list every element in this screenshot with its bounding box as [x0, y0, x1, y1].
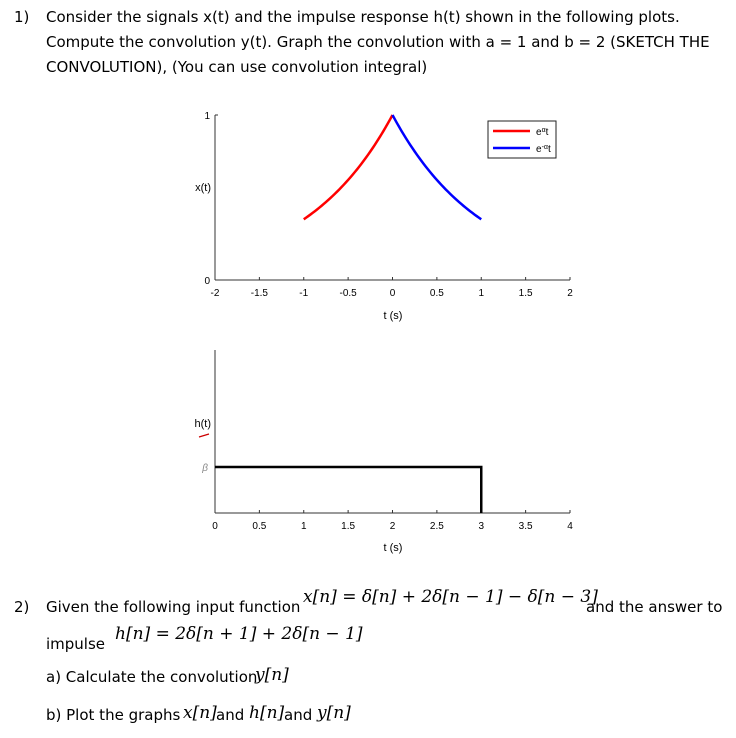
- chart-legend: [488, 121, 556, 158]
- part-a-math: y[n]: [255, 665, 289, 685]
- y-tick-label: 1: [204, 111, 210, 122]
- part-b-text: b) Plot the graphs: [46, 706, 181, 724]
- x-tick-label: 1.5: [518, 288, 533, 299]
- problem2-intro: Given the following input function: [46, 598, 301, 616]
- h-of-t-chart: [0, 340, 736, 565]
- y-axis-label: x(t): [195, 182, 211, 194]
- part-b-x: x[n]: [183, 703, 217, 723]
- x-tick-label: 0: [389, 288, 396, 299]
- x-axis-label: t (s): [383, 310, 403, 322]
- x-n-equation: x[n] = δ[n] + 2δ[n − 1] − δ[n − 3]: [303, 587, 598, 607]
- y-axis-label: h(t): [194, 418, 211, 430]
- x-tick-label: 2: [389, 521, 396, 532]
- x-axis-label: t (s): [383, 542, 403, 554]
- h-label-mark: [199, 434, 209, 437]
- problem2-number: 2): [14, 598, 30, 616]
- x-of-t-chart: [0, 100, 736, 335]
- series-line-eat: [304, 115, 393, 219]
- x-tick-label: 2: [567, 288, 573, 299]
- legend-label-eat: $e^\alpha t$: [536, 126, 549, 138]
- x-tick-label: 0: [212, 521, 218, 532]
- problem1-line-2: Compute the convolution y(t). Graph the convolution with a = 1 and b = 2 (SKETCH THE: [46, 33, 710, 51]
- x-tick-label: -0.5: [339, 288, 357, 299]
- part-b-and-1: and: [216, 706, 245, 724]
- problem1-line-3: CONVOLUTION), (You can use convolution integral): [46, 58, 428, 76]
- impulse-text: impulse: [46, 635, 106, 653]
- x-tick-label: 4: [567, 521, 573, 532]
- x-tick-label: 1.5: [341, 521, 356, 532]
- legend-label-e-neg-at: $e^{-\alpha}t$: [536, 143, 551, 155]
- part-a-text: a) Calculate the convolution: [46, 668, 258, 686]
- x-tick-label: 0.5: [252, 521, 267, 532]
- part-b-y: y[n]: [317, 703, 351, 723]
- y-tick-label: 0: [204, 276, 210, 287]
- x-tick-label: 2.5: [429, 521, 444, 532]
- x-tick-label: 0.5: [429, 288, 444, 299]
- x-tick-label: 1: [300, 521, 307, 532]
- h-of-t-step-line: [215, 467, 481, 513]
- series-line-e-neg-at: [393, 115, 482, 219]
- x-tick-label: -1: [299, 288, 309, 299]
- x-tick-label: 3: [478, 521, 485, 532]
- h-n-equation: h[n] = 2δ[n + 1] + 2δ[n − 1]: [115, 624, 363, 644]
- part-b-h: h[n]: [249, 703, 285, 723]
- x-tick-label: -2: [210, 288, 220, 299]
- x-tick-label: 1: [478, 288, 485, 299]
- y-tick-beta: β: [202, 463, 208, 474]
- answer-to-text: and the answer to: [586, 598, 723, 616]
- x-tick-label: 3.5: [518, 521, 533, 532]
- problem1-line-1: Consider the signals x(t) and the impulse response h(t) shown in the following plots.: [46, 8, 680, 26]
- problem1-number: 1): [14, 8, 30, 26]
- part-b-and-2: and: [284, 706, 313, 724]
- x-tick-label: -1.5: [250, 288, 268, 299]
